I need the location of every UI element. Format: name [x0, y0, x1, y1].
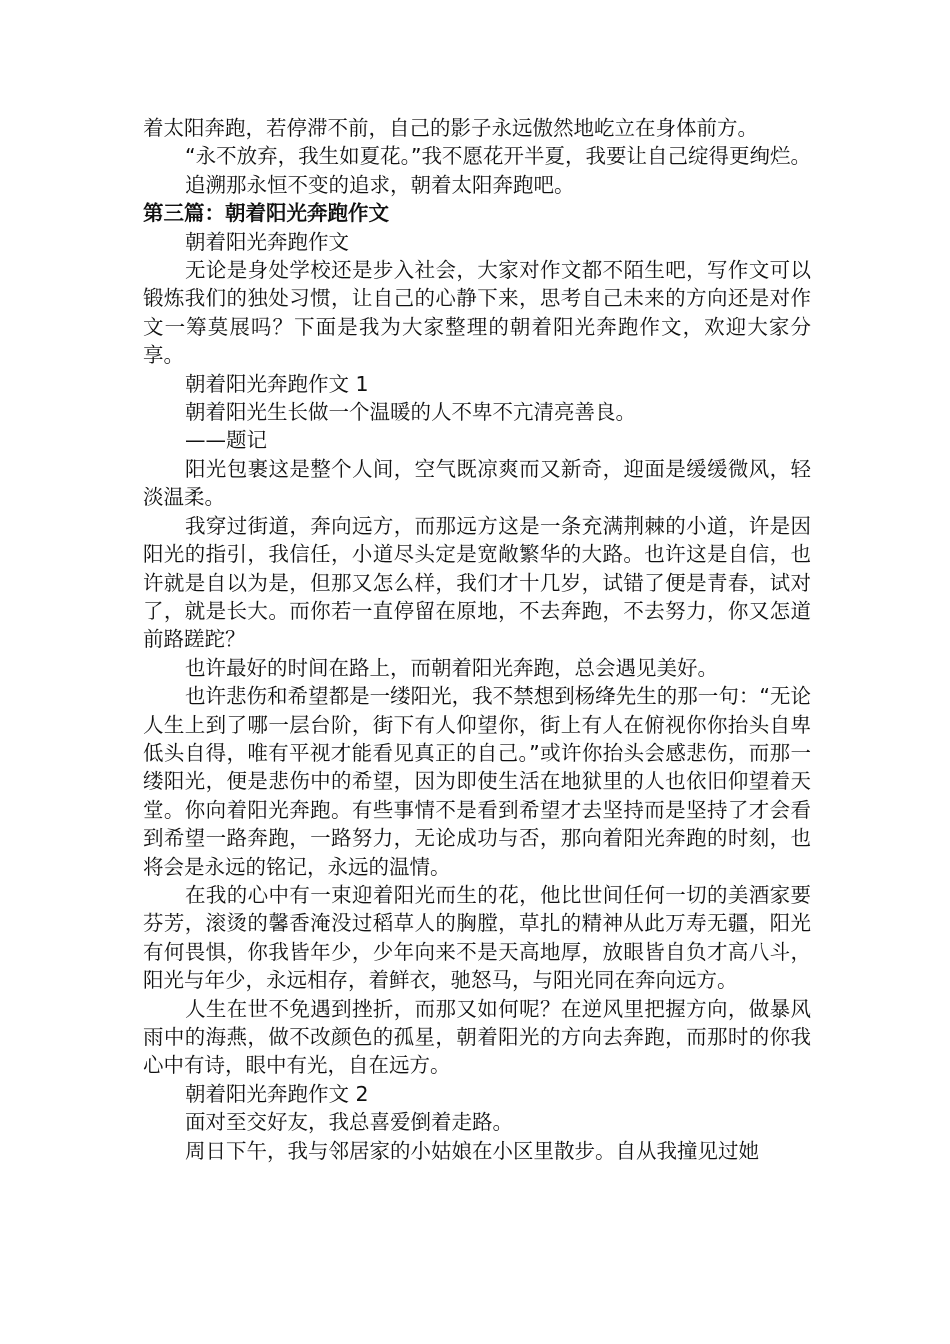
- document-page: [143, 114, 811, 1165]
- paragraph: 也许悲伤和希望都是一缕阳光，我不禁想到杨绛先生的那一句：“无论人生上到了哪一层台阶，街下有人仰望你，街上有人在俯视你你抬头自卑低头自得，唯有平视才能看见真正的自己。”或许你抬头会感悲伤，而那一缕阳光，便是悲伤中的希望，因为即使生活在地狱里的人也依旧仰望着天堂。你向着阳光奔跑。有些事情不是看到希望才去坚持而是坚持了才会看到希望一路奔跑，一路努力，无论成功与否，那向着阳光奔跑的时刻，也将会是永远的铭记，永远的温情。: [143, 684, 811, 879]
- essay-subtitle: 朝着阳光奔跑作文 2: [185, 1081, 369, 1106]
- paragraph: 着太阳奔跑，若停滞不前，自己的影子永远傲然地屹立在身体前方。: [143, 116, 758, 140]
- paragraph: 追溯那永恒不变的追求，朝着太阳奔跑吧。: [185, 172, 575, 197]
- section-heading: 第三篇：朝着阳光奔跑作文: [143, 201, 389, 226]
- essay-title: 朝着阳光奔跑作文: [185, 229, 349, 254]
- paragraph: 也许最好的时间在路上，而朝着阳光奔跑，总会遇见美好。: [185, 655, 718, 680]
- paragraph: 在我的心中有一束迎着阳光而生的花，他比世间任何一切的美酒家要芬芳，滚烫的馨香淹没过稻草人的胸膛，草扎的精神从此万寿无疆，阳光有何畏惧，你我皆年少，少年向来不是天高地厚，放眼皆自负才高八斗，阳光与年少，永远相存，着鲜衣，驰怒马，与阳光同在奔向远方。: [143, 882, 811, 993]
- paragraph: 无论是身处学校还是步入社会，大家对作文都不陌生吧，写作文可以锻炼我们的独处习惯，让自己的心静下来，思考自己未来的方向还是对作文一筹莫展吗？下面是我为大家整理的朝着阳光奔跑作文，欢迎大家分享。: [143, 258, 811, 368]
- paragraph: “永不放弃，我生如夏花。”我不愿花开半夏，我要让自己绽得更绚烂。: [185, 144, 811, 169]
- paragraph: 周日下午，我与邻居家的小姑娘在小区里散步。自从我撞见过她: [185, 1138, 759, 1163]
- epigraph-attribution: ——题记: [185, 428, 267, 453]
- paragraph: 朝着阳光生长做一个温暖的人不卑不亢清亮善良。: [185, 400, 636, 425]
- paragraph: 人生在世不免遇到挫折，而那又如何呢？在逆风里把握方向，做暴风雨中的海燕，做不改颜色的孤星，朝着阳光的方向去奔跑，而那时的你我心中有诗，眼中有光，自在远方。: [143, 996, 811, 1078]
- paragraph: 阳光包裹这是整个人间，空气既凉爽而又新奇，迎面是缓缓微风，轻淡温柔。: [143, 456, 811, 510]
- essay-subtitle: 朝着阳光奔跑作文 1: [185, 371, 369, 396]
- paragraph: 我穿过街道，奔向远方，而那远方这是一条充满荆棘的小道，许是因阳光的指引，我信任，小道尽头定是宽敞繁华的大路。也许这是自信，也许就是自以为是，但那又怎么样，我们才十几岁，试错了便是青春，试对了，就是长大。而你若一直停留在原地，不去奔跑，不去努力，你又怎道前路蹉跎？: [143, 513, 811, 652]
- paragraph: 面对至交好友，我总喜爱倒着走路。: [185, 1110, 513, 1135]
